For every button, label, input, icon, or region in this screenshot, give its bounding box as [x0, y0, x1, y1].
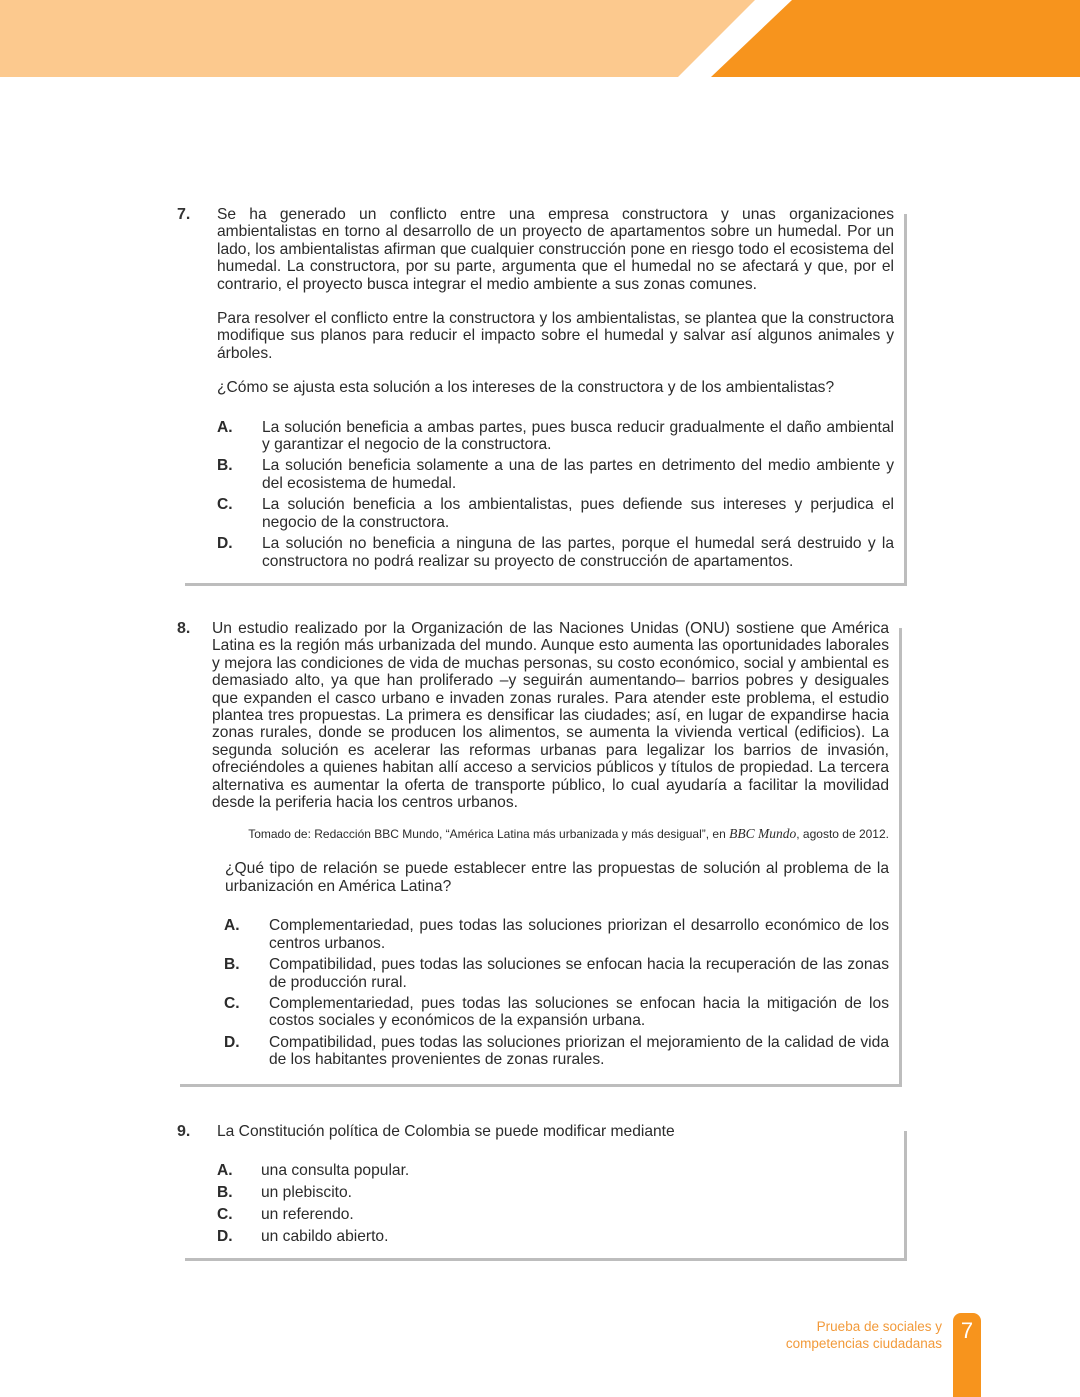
option-c[interactable] [217, 1206, 894, 1223]
source-prefix: Tomado de: Redacción BBC Mundo, “América Latina más urbanizada y más desigual”, en [248, 827, 730, 842]
answer-options [217, 1162, 894, 1245]
source-publication: BBC Mundo [729, 826, 797, 842]
option-text: Compatibilidad, pues todas las soluciones se enfocan hacia la recuperación de las zonas de producción rural. [269, 956, 889, 991]
question-7 [177, 206, 907, 586]
footer-line: Prueba de sociales y [816, 1319, 942, 1334]
option-d[interactable] [217, 1228, 894, 1245]
option-letter: B. [224, 956, 240, 974]
option-text: La solución beneficia solamente a una de las partes en detrimento del medio ambiente y del ecosistema de humedal. [262, 457, 894, 492]
option-letter: D. [217, 535, 233, 553]
question-body [217, 206, 894, 570]
option-letter: B. [217, 1184, 233, 1202]
page-number: 7 [960, 1318, 974, 1343]
answer-options [212, 917, 889, 1068]
option-text: La solución beneficia a ambas partes, pues busca reducir gradualmente el daño ambiental y garantizar el negocio de la constructora. [262, 418, 894, 454]
page-number-tab [953, 1313, 981, 1397]
question-number: 9. [177, 1123, 191, 1140]
option-b[interactable] [217, 1184, 894, 1201]
option-c[interactable] [217, 496, 894, 531]
question-number: 8. [177, 620, 191, 637]
source-citation [212, 826, 889, 842]
option-text: Complementariedad, pues todas las soluciones se enfocan hacia la mitigación de los costos sociales y económicos de la expansión urbana. [269, 994, 889, 1030]
footer-title [786, 1318, 942, 1352]
option-letter: D. [224, 1033, 240, 1051]
option-letter: C. [224, 994, 240, 1012]
option-text: un cabildo abierto. [261, 1228, 389, 1246]
answer-options [217, 419, 894, 570]
source-suffix: , agosto de 2012. [796, 827, 889, 842]
question-number: 7. [177, 206, 191, 223]
option-text: un plebiscito. [261, 1184, 353, 1202]
question-8 [177, 620, 902, 1087]
option-text: Compatibilidad, pues todas las soluciones priorizan el mejoramiento de la calidad de vida de los habitantes provenientes de zonas rurales. [269, 1033, 889, 1069]
question-prompt: ¿Qué tipo de relación se puede establecer entre las propuestas de solución al problema de la urbanización en América Latina? [225, 860, 889, 895]
option-text: Complementariedad, pues todas las soluciones priorizan el desarrollo económico de los centros urbanos. [269, 917, 889, 952]
footer-line: competencias ciudadanas [785, 1336, 942, 1351]
option-d[interactable] [217, 535, 894, 570]
option-text: La solución no beneficia a ninguna de las partes, porque el humedal será destruido y la constructora no podrá realizar su proyecto de construcción de apartamentos. [262, 535, 894, 570]
option-letter: C. [217, 1206, 233, 1224]
question-prompt: La Constitución política de Colombia se puede modificar mediante [217, 1123, 675, 1140]
option-letter: A. [224, 917, 240, 935]
stem-paragraph: Se ha generado un conflicto entre una empresa constructora y unas organizaciones ambientalistas en torno al desarrollo de un proyecto de apartamentos sobre un humedal. Por un lado, los ambientalistas afirman que cualquier construcción pone en riesgo todo el ecosistema del humedal. La constructora, por su parte, argumenta que el humedal no se afectará y que, por el contrario, el proyecto busca integrar el medio ambiente a sus zonas comunes. [217, 206, 894, 293]
option-letter: A. [217, 1162, 233, 1180]
option-c[interactable] [224, 995, 889, 1030]
question-body [217, 1123, 894, 1246]
option-text: La solución beneficia a los ambientalistas, pues defiende sus intereses y perjudica el negocio de la constructora. [262, 496, 894, 531]
option-text: un referendo. [261, 1206, 354, 1224]
option-text: una consulta popular. [261, 1162, 410, 1180]
option-letter: C. [217, 496, 233, 514]
stem-paragraph: Un estudio realizado por la Organización de las Naciones Unidas (ONU) sostiene que América Latina es la región más urbanizada del mundo. Aunque esto aumenta las oportunidades laborales y mejora las condiciones de vida de muchas personas, su costo económico, social y ambiental es demasiado alto, ya que han proliferado –y seguirán aumentando– barrios pobres y desiguales que expanden el casco urbano e invaden zonas rurales. Para atender este problema, el estudio plantea tres propuestas. La primera es densificar las ciudades; así, en lugar de expandirse hacia zonas rurales, donde se producen los alimentos, se aumenta la vivienda vertical (edificios). La segunda solución es acelerar las reformas urbanas para legalizar los barrios de invasión, ofreciéndoles a quienes habitan allí acceso a servicios públicos y títulos de propiedad. La tercera alternativa es aumentar la oferta de transporte público, lo cual ayudaría a facilitar la movilidad desde la periferia hacia los centros urbanos. [212, 620, 889, 812]
option-letter: B. [217, 457, 233, 475]
question-prompt: ¿Cómo se ajusta esta solución a los intereses de la constructora y de los ambientalistas? [217, 379, 835, 397]
header-banner [0, 0, 1080, 77]
header-light-band [0, 0, 755, 77]
option-b[interactable] [217, 457, 894, 492]
option-b[interactable] [224, 956, 889, 991]
option-letter: A. [217, 418, 233, 436]
stem-paragraph: Para resolver el conflicto entre la constructora y los ambientalistas, se plantea que la constructora modifique sus planos para reducir el impacto sobre el humedal y salvar así algunos animales y árboles. [217, 310, 894, 362]
option-letter: D. [217, 1228, 233, 1246]
option-a[interactable] [217, 1162, 894, 1179]
option-a[interactable] [217, 419, 894, 454]
question-body [212, 620, 889, 1069]
header-dark-band [711, 0, 1080, 77]
question-9 [177, 1123, 907, 1261]
option-a[interactable] [224, 917, 889, 952]
option-d[interactable] [224, 1034, 889, 1069]
